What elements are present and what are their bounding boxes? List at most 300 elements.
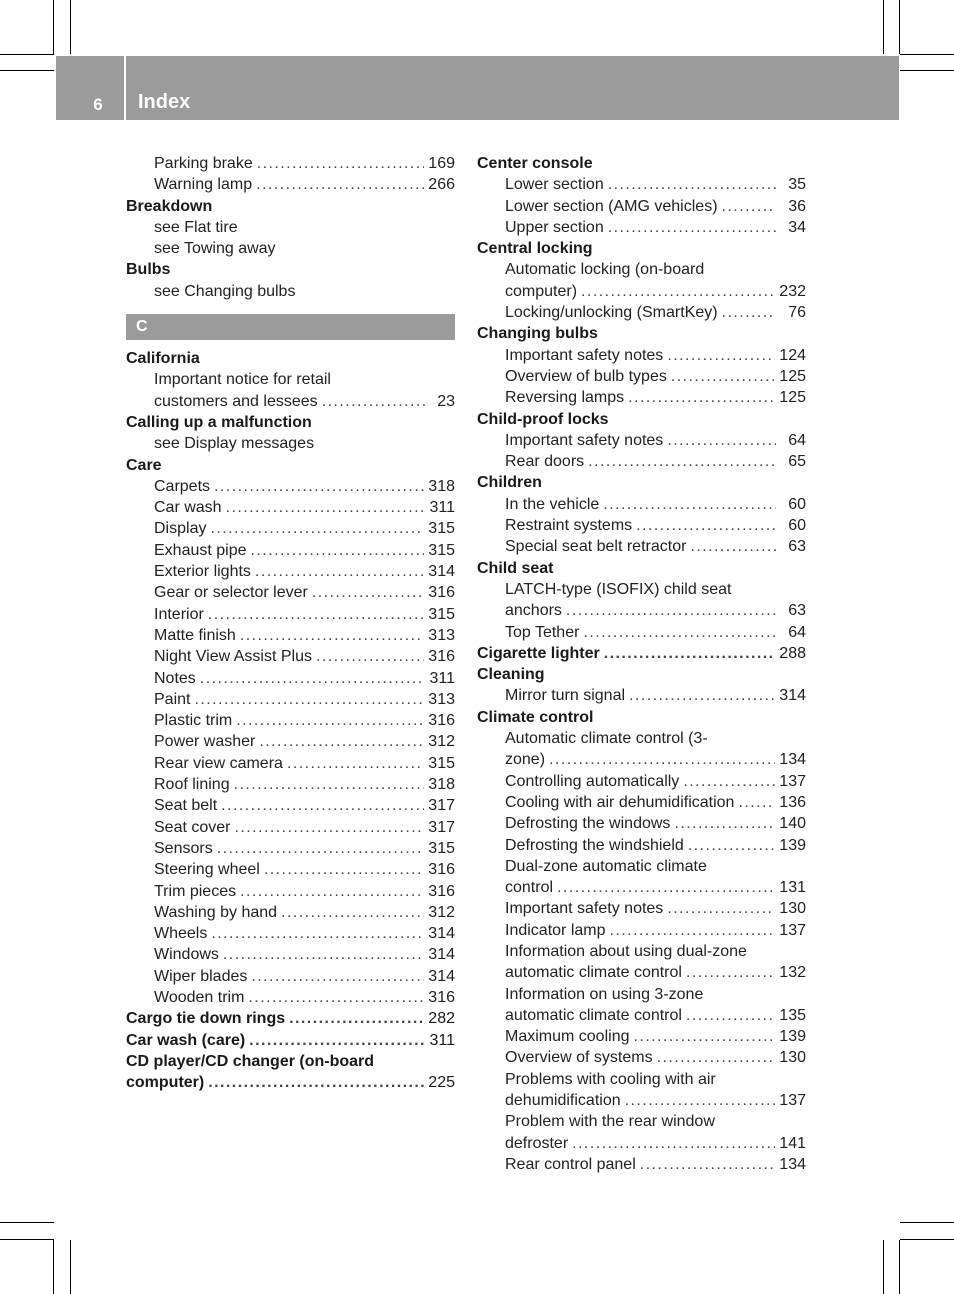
- index-subentry: [126, 518, 455, 539]
- page-ref: 137: [779, 921, 806, 939]
- page-ref: 134: [779, 751, 806, 769]
- leader-dots: [628, 387, 775, 408]
- entry-text: Important notice for retail: [154, 371, 331, 389]
- page-ref: 314: [428, 925, 455, 943]
- entry-text: Locking/unlocking (SmartKey): [505, 304, 718, 322]
- entry-text: Breakdown: [126, 197, 213, 215]
- leader-dots: [200, 668, 425, 689]
- index-subentry: [126, 217, 455, 238]
- page-ref: 316: [428, 882, 455, 900]
- leader-dots: [236, 710, 424, 731]
- index-subentry: [126, 668, 455, 689]
- index-subentry: [477, 1026, 806, 1047]
- index-subentry: [477, 749, 806, 770]
- index-subentry: [477, 898, 806, 919]
- entry-text: In the vehicle: [505, 495, 600, 513]
- index-subentry: [477, 962, 806, 983]
- entry-text: Defrosting the windshield: [505, 836, 684, 854]
- crop-mark: [900, 1222, 954, 1223]
- entry-text: control: [505, 879, 554, 897]
- index-subentry: [126, 710, 455, 731]
- leader-dots: [549, 749, 775, 770]
- entry-text: defroster: [505, 1134, 569, 1152]
- page-ref: 316: [428, 861, 455, 879]
- crop-mark: [883, 1240, 884, 1294]
- entry-text: California: [126, 350, 200, 368]
- index-column-left: [126, 153, 455, 1093]
- index-subentry: [477, 536, 806, 557]
- index-heading: [126, 455, 455, 476]
- index-subentry: [477, 494, 806, 515]
- page-ref: 137: [779, 772, 806, 790]
- index-subentry: [477, 792, 806, 813]
- index-subentry: [126, 174, 455, 195]
- leader-dots: [249, 1030, 425, 1051]
- entry-text: Exhaust pipe: [154, 541, 247, 559]
- entry-text: LATCH-type (ISOFIX) child seat: [505, 580, 732, 598]
- entry-text: Cigarette lighter: [477, 644, 600, 662]
- index-heading: [477, 238, 806, 259]
- crop-mark: [0, 1239, 54, 1240]
- entry-text: Display: [154, 520, 207, 538]
- crop-mark: [70, 1240, 71, 1294]
- page-ref: 125: [779, 367, 806, 385]
- leader-dots: [667, 898, 775, 919]
- leader-dots: [240, 881, 424, 902]
- index-subentry: [477, 1069, 806, 1090]
- entry-text: Roof lining: [154, 776, 230, 794]
- leader-dots: [264, 859, 424, 880]
- page-ref: 311: [429, 1031, 455, 1049]
- entry-text: Indicator lamp: [505, 921, 606, 939]
- leader-dots: [221, 795, 424, 816]
- index-subentry: [126, 838, 455, 859]
- index-subentry: [126, 923, 455, 944]
- entry-text: Interior: [154, 605, 204, 623]
- index-subentry: [477, 728, 806, 749]
- entry-text: Wooden trim: [154, 988, 245, 1006]
- entry-text: Maximum cooling: [505, 1028, 630, 1046]
- page-ref: 63: [788, 602, 806, 620]
- index-subentry: [126, 817, 455, 838]
- entry-text: Upper section: [505, 218, 604, 236]
- index-subentry: [126, 859, 455, 880]
- entry-text: Care: [126, 456, 162, 474]
- entry-text: Dual-zone automatic climate: [505, 857, 707, 875]
- entry-text: Cleaning: [477, 666, 545, 684]
- entry-text: Paint: [154, 690, 191, 708]
- entry-text: Gear or selector lever: [154, 584, 308, 602]
- leader-dots: [251, 540, 425, 561]
- entry-text: Plastic trim: [154, 712, 233, 730]
- entry-text: Car wash: [154, 499, 222, 517]
- leader-dots: [316, 646, 424, 667]
- entry-text: Rear control panel: [505, 1155, 636, 1173]
- index-heading: [477, 323, 806, 344]
- page-ref: 314: [428, 967, 455, 985]
- page-ref: 76: [788, 304, 806, 322]
- leader-dots: [629, 685, 775, 706]
- leader-dots: [683, 771, 775, 792]
- leader-dots: [667, 345, 775, 366]
- entry-text: Notes: [154, 669, 196, 687]
- page-ref: 132: [779, 964, 806, 982]
- index-subentry: [126, 604, 455, 625]
- index-subentry: [126, 625, 455, 646]
- index-subentry: [477, 515, 806, 536]
- page-ref: 311: [429, 669, 455, 687]
- page-ref: 65: [788, 453, 806, 471]
- leader-dots: [234, 817, 424, 838]
- index-subentry: [126, 774, 455, 795]
- crop-mark: [900, 54, 954, 55]
- page-ref: 317: [428, 797, 455, 815]
- entry-text: Seat belt: [154, 797, 218, 815]
- crop-mark: [0, 70, 54, 71]
- entry-text: Exterior lights: [154, 563, 251, 581]
- entry-text: Center console: [477, 155, 593, 172]
- crop-mark: [900, 1239, 954, 1240]
- index-subentry: [477, 1005, 806, 1026]
- index-subentry: [477, 856, 806, 877]
- page-ref: 316: [428, 648, 455, 666]
- index-subentry: [477, 259, 806, 280]
- leader-dots: [251, 966, 424, 987]
- index-subentry: [126, 902, 455, 923]
- page-ref: 137: [779, 1092, 806, 1110]
- entry-text: Overview of systems: [505, 1049, 653, 1067]
- leader-dots: [566, 600, 776, 621]
- index-heading: [477, 409, 806, 430]
- page-title: Index: [138, 91, 191, 113]
- page-ref: 36: [788, 197, 806, 215]
- page-ref: 141: [779, 1134, 806, 1152]
- leader-dots: [686, 962, 775, 983]
- index-subentry: [477, 366, 806, 387]
- index-subentry: [126, 582, 455, 603]
- entry-text: Problem with the rear window: [505, 1113, 715, 1131]
- index-subentry: [477, 813, 806, 834]
- leader-dots: [633, 1026, 775, 1047]
- page-ref: 64: [788, 623, 806, 641]
- index-subentry: [477, 217, 806, 238]
- page-ref: 139: [779, 1028, 806, 1046]
- entry-text: Night View Assist Plus: [154, 648, 312, 666]
- index-subentry: [477, 622, 806, 643]
- entry-text: Cooling with air dehumidification: [505, 793, 735, 811]
- leader-dots: [312, 582, 424, 603]
- leader-dots: [255, 561, 424, 582]
- entry-text: Information about using dual-zone: [505, 942, 747, 960]
- crop-mark: [899, 1240, 900, 1294]
- leader-dots: [722, 302, 776, 323]
- page-ref: 317: [428, 818, 455, 836]
- entry-text: Washing by hand: [154, 903, 278, 921]
- leader-dots: [217, 838, 425, 859]
- page-ref: 64: [788, 431, 806, 449]
- index-subentry: [126, 497, 455, 518]
- leader-dots: [674, 813, 775, 834]
- leader-dots: [738, 792, 775, 813]
- page-ref: 266: [428, 176, 455, 194]
- index-subentry: [477, 920, 806, 941]
- leader-dots: [248, 987, 424, 1008]
- leader-dots: [256, 174, 424, 195]
- index-subentry: [126, 391, 455, 412]
- page-ref: 313: [428, 690, 455, 708]
- page-ref: 315: [428, 754, 455, 772]
- index-heading: [126, 348, 455, 369]
- index-subentry: [477, 1047, 806, 1068]
- entry-text: Important safety notes: [505, 346, 664, 364]
- index-subentry: [126, 561, 455, 582]
- page-ref: 318: [428, 776, 455, 794]
- entry-text: Rear view camera: [154, 754, 283, 772]
- entry-text: Reversing lamps: [505, 389, 625, 407]
- entry-text: Mirror turn signal: [505, 687, 626, 705]
- entry-text: Special seat belt retractor: [505, 538, 687, 556]
- page-ref: 232: [779, 282, 806, 300]
- index-subentry: [477, 196, 806, 217]
- leader-dots: [572, 1133, 775, 1154]
- entry-text: Child seat: [477, 559, 554, 577]
- entry-text: Information on using 3-zone: [505, 985, 704, 1003]
- entry-text: see Changing bulbs: [154, 282, 296, 300]
- leader-dots: [640, 1154, 776, 1175]
- page-ref: 314: [779, 687, 806, 705]
- leader-dots: [208, 604, 425, 625]
- index-subentry: [477, 771, 806, 792]
- crop-mark: [899, 0, 900, 54]
- crop-mark: [53, 0, 54, 54]
- entry-text: Calling up a malfunction: [126, 413, 312, 431]
- page-ref: 316: [428, 712, 455, 730]
- page-ref: 313: [428, 626, 455, 644]
- index-subentry: [126, 987, 455, 1008]
- entry-text: computer): [505, 282, 578, 300]
- index-heading: [126, 1030, 455, 1051]
- entry-text: Power washer: [154, 733, 256, 751]
- crop-mark: [0, 1222, 54, 1223]
- entry-text: Automatic locking (on-board: [505, 261, 705, 279]
- leader-dots: [226, 497, 425, 518]
- entry-text: see Flat tire: [154, 218, 238, 236]
- entry-text: zone): [505, 751, 546, 769]
- index-subentry: [126, 646, 455, 667]
- leader-dots: [608, 174, 776, 195]
- entry-text: Children: [477, 474, 542, 492]
- entry-text: dehumidification: [505, 1092, 621, 1110]
- entry-text: Warning lamp: [154, 176, 253, 194]
- entry-text: Trim pieces: [154, 882, 237, 900]
- entry-text: Automatic climate control (3-: [505, 730, 708, 748]
- leader-dots: [240, 625, 424, 646]
- index-subentry: [126, 944, 455, 965]
- entry-text: Steering wheel: [154, 861, 260, 879]
- leader-dots: [690, 536, 776, 557]
- index-heading: [477, 558, 806, 579]
- leader-dots: [667, 430, 776, 451]
- index-subentry: [477, 1154, 806, 1175]
- leader-dots: [604, 643, 776, 664]
- entry-text: Child-proof locks: [477, 410, 609, 428]
- index-heading: [477, 664, 806, 685]
- crop-mark: [0, 54, 54, 55]
- entry-text: Lower section: [505, 176, 604, 194]
- entry-text: Seat cover: [154, 818, 231, 836]
- page-ref: 139: [779, 836, 806, 854]
- index-subentry: [477, 941, 806, 962]
- leader-dots: [234, 774, 425, 795]
- index-subentry: [477, 1111, 806, 1132]
- index-subentry: [126, 476, 455, 497]
- entry-text: automatic climate control: [505, 1006, 682, 1024]
- entry-text: Important safety notes: [505, 900, 664, 918]
- index-subentry: [477, 579, 806, 600]
- entry-text: Lower section (AMG vehicles): [505, 197, 718, 215]
- index-heading: [126, 196, 455, 217]
- index-subentry: [477, 984, 806, 1005]
- entry-text: Sensors: [154, 839, 213, 857]
- entry-text: anchors: [505, 602, 562, 620]
- page-ref: 312: [428, 733, 455, 751]
- index-heading: [126, 1072, 455, 1093]
- index-heading: [126, 1008, 455, 1029]
- entry-text: Wiper blades: [154, 967, 248, 985]
- crop-mark: [883, 0, 884, 54]
- leader-dots: [722, 196, 776, 217]
- leader-dots: [557, 877, 775, 898]
- page-ref: 130: [779, 1049, 806, 1067]
- page-ref: 314: [428, 946, 455, 964]
- entry-text: automatic climate control: [505, 964, 682, 982]
- index-heading: [477, 707, 806, 728]
- page-ref: 318: [428, 477, 455, 495]
- entry-text: Top Tether: [505, 623, 580, 641]
- entry-text: Restraint systems: [505, 517, 633, 535]
- leader-dots: [636, 515, 776, 536]
- entry-text: Car wash (care): [126, 1031, 246, 1049]
- leader-dots: [210, 518, 424, 539]
- index-subentry: [477, 1133, 806, 1154]
- entry-text: Climate control: [477, 708, 594, 726]
- leader-dots: [588, 451, 776, 472]
- entry-text: Wheels: [154, 925, 208, 943]
- index-subentry: [126, 540, 455, 561]
- leader-dots: [322, 391, 425, 412]
- index-subentry: [126, 153, 455, 174]
- page-ref: 311: [429, 499, 455, 517]
- index-subentry: [477, 281, 806, 302]
- leader-dots: [610, 920, 776, 941]
- page-ref: 124: [779, 346, 806, 364]
- index-heading: [126, 259, 455, 280]
- page-number: 6: [93, 95, 103, 114]
- leader-dots: [581, 281, 775, 302]
- page-ref: 316: [428, 584, 455, 602]
- leader-dots: [583, 622, 776, 643]
- page-ref: 131: [779, 879, 806, 897]
- page-ref: 315: [428, 541, 455, 559]
- page-ref: 34: [788, 218, 806, 236]
- entry-text: Carpets: [154, 477, 211, 495]
- index-subentry: [126, 731, 455, 752]
- index-subentry: [126, 281, 455, 302]
- entry-text: Overview of bulb types: [505, 367, 667, 385]
- header-divider: [124, 56, 126, 120]
- page-ref: 23: [437, 392, 455, 410]
- index-subentry: [477, 600, 806, 621]
- entry-text: Parking brake: [154, 155, 253, 172]
- entry-text: Cargo tie down rings: [126, 1010, 286, 1028]
- index-subentry: [126, 795, 455, 816]
- index-subentry: [477, 387, 806, 408]
- leader-dots: [257, 153, 425, 174]
- crop-mark: [70, 0, 71, 54]
- entry-text: Defrosting the windows: [505, 815, 671, 833]
- entry-text: Matte finish: [154, 626, 236, 644]
- index-subentry: [477, 451, 806, 472]
- entry-text: customers and lessees: [154, 392, 318, 410]
- page-ref: 312: [428, 903, 455, 921]
- page-ref: 60: [788, 517, 806, 535]
- index-heading: [477, 472, 806, 493]
- index-heading: [126, 1051, 455, 1072]
- index-heading: [477, 643, 806, 664]
- index-subentry: [477, 1090, 806, 1111]
- index-subentry: [477, 835, 806, 856]
- leader-dots: [194, 689, 424, 710]
- entry-text: Central locking: [477, 240, 593, 258]
- entry-text: computer): [126, 1074, 205, 1092]
- leader-dots: [688, 835, 776, 856]
- page-ref: 140: [779, 815, 806, 833]
- index-subentry: [126, 881, 455, 902]
- index-subentry: [477, 685, 806, 706]
- page-ref: 130: [779, 900, 806, 918]
- entry-text: Bulbs: [126, 261, 171, 279]
- index-subentry: [477, 345, 806, 366]
- page-ref: 314: [428, 563, 455, 581]
- page-ref: 282: [428, 1010, 455, 1028]
- leader-dots: [208, 1072, 424, 1093]
- entry-text: Windows: [154, 946, 219, 964]
- index-subentry: [126, 689, 455, 710]
- entry-text: see Towing away: [154, 240, 276, 258]
- page-ref: 288: [779, 644, 806, 662]
- entry-text: Rear doors: [505, 453, 585, 471]
- leader-dots: [603, 494, 776, 515]
- index-subentry: [126, 966, 455, 987]
- leader-dots: [671, 366, 775, 387]
- leader-dots: [223, 944, 424, 965]
- page-ref: 63: [788, 538, 806, 556]
- leader-dots: [608, 217, 776, 238]
- crop-mark: [900, 70, 954, 71]
- page-ref: 315: [428, 839, 455, 857]
- page-ref: 315: [428, 605, 455, 623]
- page-ref: 125: [779, 389, 806, 407]
- leader-dots: [657, 1047, 776, 1068]
- page-ref: 60: [788, 495, 806, 513]
- index-subentry: [126, 433, 455, 454]
- page-ref: 316: [428, 988, 455, 1006]
- page-ref: 169: [428, 155, 455, 172]
- index-subentry: [126, 369, 455, 390]
- index-subentry: [477, 877, 806, 898]
- leader-dots: [211, 923, 424, 944]
- entry-text: Changing bulbs: [477, 325, 598, 343]
